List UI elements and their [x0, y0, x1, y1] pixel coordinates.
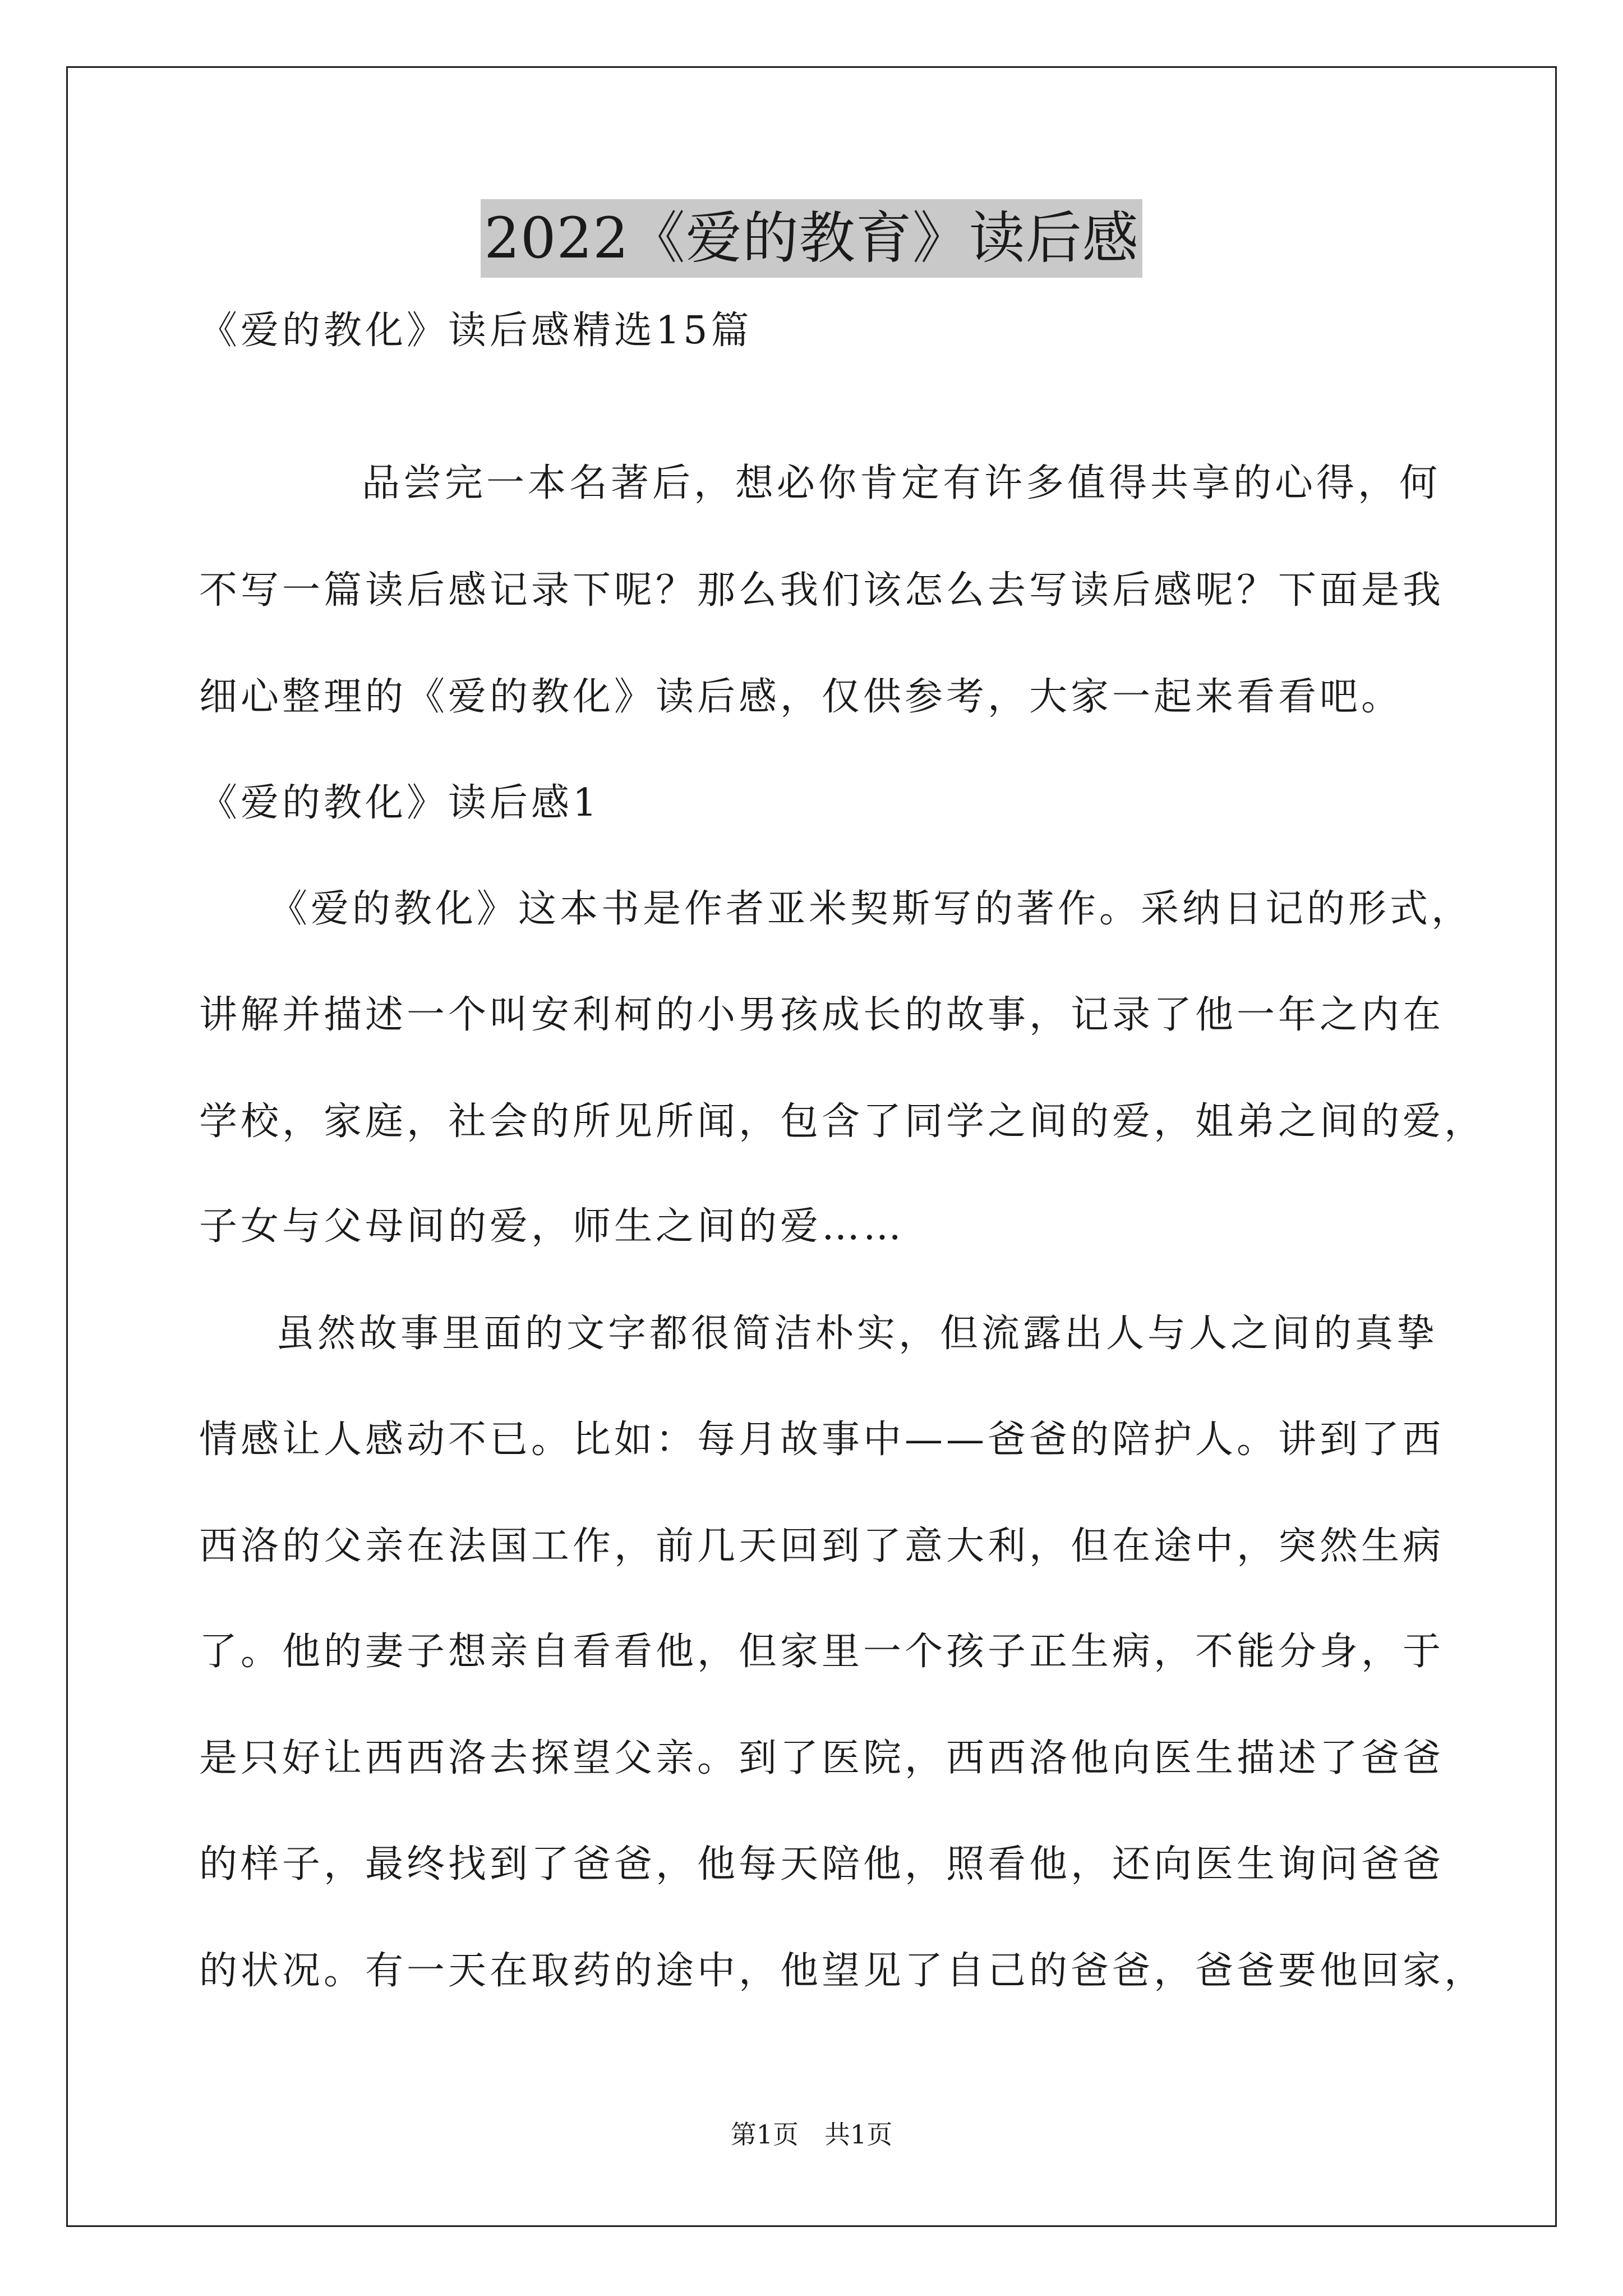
paragraph-line: 虽然故事里面的文字都很简洁朴实，但流露出人与人之间的真挚 [276, 1312, 1438, 1356]
title-container [0, 199, 1623, 278]
paragraph-line: 品尝完一本名著后，想必你肯定有许多值得共享的心得，何 [362, 461, 1441, 505]
page-footer: 第1页 共1页 [730, 2119, 893, 2150]
subtitle-line: 《爱的教化》读后感精选15篇 [199, 309, 753, 353]
paragraph-line: 细心整理的《爱的教化》读后感，仅供参考，大家一起来看看吧。 [199, 675, 1403, 719]
paragraph-line: 的状况。有一天在取药的途中，他望见了自己的爸爸，爸爸要他回家， [199, 1949, 1486, 1993]
paragraph-line: 是只好让西西洛去探望父亲。到了医院，西西洛他向医生描述了爸爸 [199, 1736, 1445, 1780]
paragraph-line: 了。他的妻子想亲自看看他，但家里一个孩子正生病，不能分身，于 [199, 1630, 1445, 1674]
paragraph-line: 子女与父母间的爱，师生之间的爱…… [199, 1204, 905, 1249]
paragraph-line: 不写一篇读后感记录下呢？那么我们该怎么去写读后感呢？下面是我 [199, 568, 1445, 613]
paragraph-line: 学校，家庭，社会的所见所闻，包含了同学之间的爱，姐弟之间的爱， [199, 1099, 1486, 1144]
paragraph-line: 《爱的教化》这本书是作者亚米契斯写的著作。采纳日记的形式， [269, 887, 1473, 931]
section-heading: 《爱的教化》读后感1 [199, 781, 601, 825]
paragraph-line: 情感让人感动不已。比如：每月故事中——爸爸的陪护人。讲到了西 [199, 1418, 1445, 1462]
document-title: 2022《爱的教育》读后感 [481, 199, 1142, 278]
paragraph-line: 的样子，最终找到了爸爸，他每天陪他，照看他，还向医生询问爸爸 [199, 1842, 1445, 1887]
paragraph-line: 讲解并描述一个叫安利柯的小男孩成长的故事，记录了他一年之内在 [199, 993, 1445, 1037]
paragraph-line: 西洛的父亲在法国工作，前几天回到了意大利，但在途中，突然生病 [199, 1524, 1445, 1568]
